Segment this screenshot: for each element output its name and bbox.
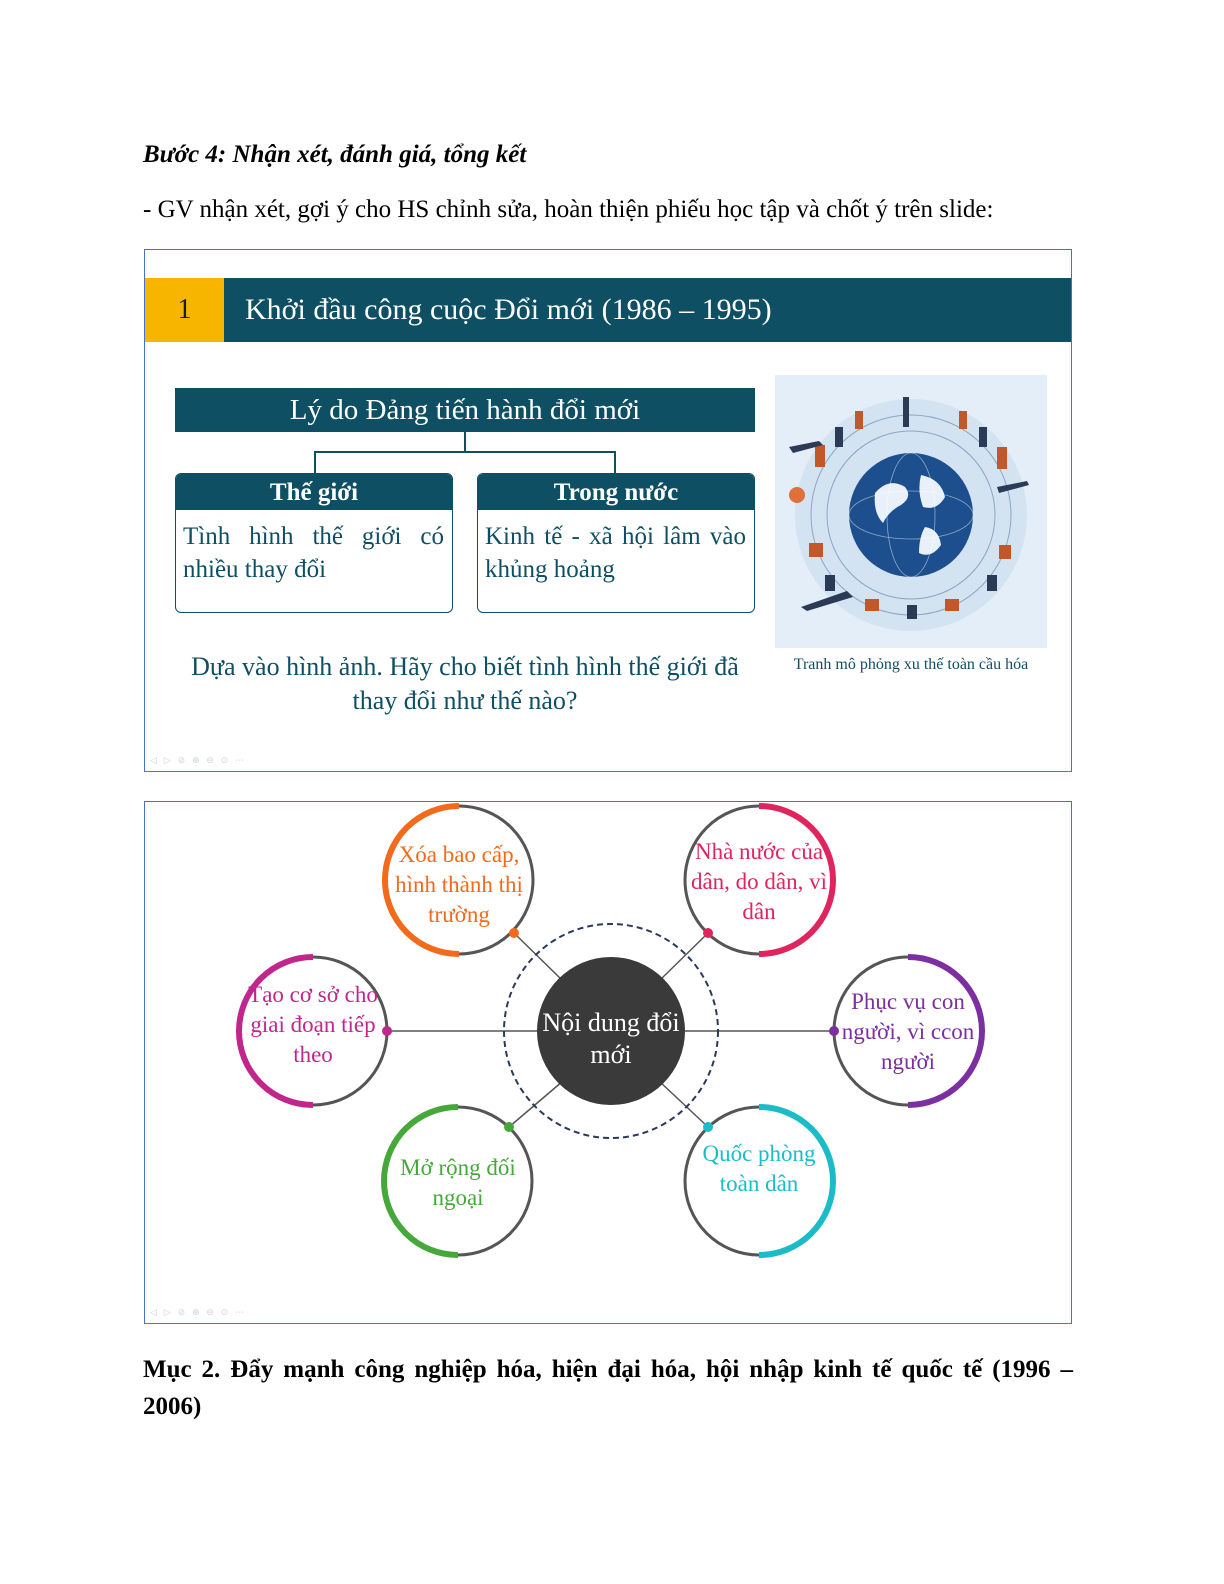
- discussion-question: Dựa vào hình ảnh. Hãy cho biết tình hình thế giới đã thay đổi như thế nào?: [191, 652, 739, 715]
- connector-line: [464, 432, 466, 452]
- connector-line: [614, 451, 616, 473]
- node-label-0: Xóa bao cấp, hình thành thị trường: [395, 842, 523, 927]
- node-label-1: Nhà nước của dân, do dân, vì dân: [690, 839, 828, 924]
- slide-1: [144, 249, 1072, 772]
- slide-controls[interactable]: ◁ ▷ ⊘ ⊕ ⊖ ⊙ ⋯: [150, 756, 247, 766]
- node-label-4: Mở rộng đối ngoại: [400, 1155, 516, 1210]
- card-world-body: Tình hình thế giới có nhiều thay đổi: [183, 523, 444, 583]
- card-domestic-body: Kinh tế - xã hội lâm vào khủng hoảng: [485, 523, 746, 583]
- globalization-illustration: [775, 375, 1047, 648]
- card-domestic: [477, 473, 755, 613]
- connector-line: [509, 1081, 563, 1127]
- node-label-2: Tạo cơ sở cho giai đoạn tiếp theo: [248, 982, 378, 1067]
- card-world-heading: Thế giới: [176, 474, 452, 510]
- slide-number: 1: [145, 278, 224, 342]
- slide-title-bar: [145, 278, 1071, 342]
- connector-line: [314, 451, 316, 473]
- slide-2: [144, 801, 1072, 1324]
- image-caption: Tranh mô phỏng xu thế toàn cầu hóa: [793, 656, 1029, 673]
- center-label: Nội dung đổi mới: [542, 1008, 680, 1069]
- node-label-5: Quốc phòng toàn dân: [702, 1141, 816, 1196]
- node-dot-4: [504, 1122, 514, 1132]
- step-title: Bước 4: Nhận xét, đánh giá, tổng kết: [143, 141, 527, 168]
- slide-controls[interactable]: ◁ ▷ ⊘ ⊕ ⊖ ⊙ ⋯: [150, 1308, 247, 1318]
- node-label-3: Phục vụ con người, vì ccon người: [841, 989, 975, 1074]
- connector-line: [314, 451, 616, 453]
- card-world: [175, 473, 453, 613]
- node-dot-5: [703, 1122, 713, 1132]
- section-heading: Mục 2. Đẩy mạnh công nghiệp hóa, hiện đại hóa, hội nhập kinh tế quốc tế (1996 – 2006): [143, 1356, 1073, 1420]
- node-dot-1: [703, 928, 713, 938]
- globalization-image: [775, 375, 1047, 648]
- reason-title-box: Lý do Đảng tiến hành đổi mới: [175, 388, 755, 432]
- slide-title: Khởi đầu công cuộc Đổi mới (1986 – 1995): [245, 293, 772, 326]
- card-domestic-heading: Trong nước: [478, 474, 754, 510]
- intro-paragraph: - GV nhận xét, gợi ý cho HS chỉnh sửa, hoàn thiện phiếu học tập và chốt ý trên slide:: [143, 196, 994, 223]
